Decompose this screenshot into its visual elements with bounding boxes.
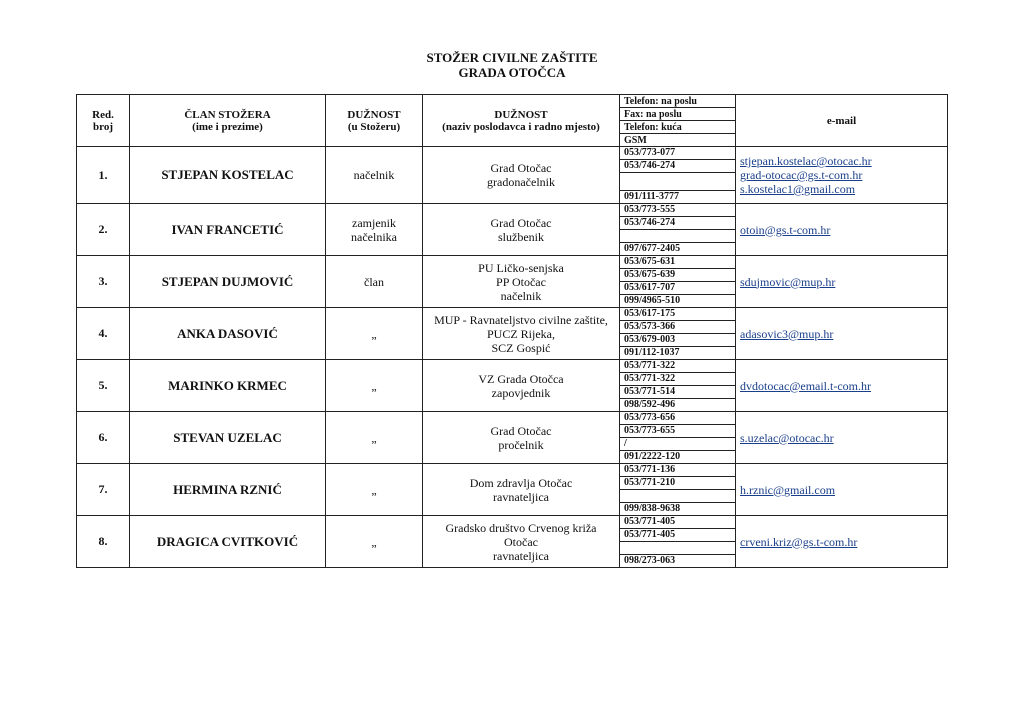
- member-role: zamjenik načelnika: [326, 204, 423, 256]
- members-table: [76, 94, 948, 568]
- member-name: STJEPAN DUJMOVIĆ: [130, 256, 326, 308]
- member-phone: 053/679-003: [620, 334, 736, 347]
- member-number: 2.: [77, 204, 130, 256]
- member-email-cell: [736, 204, 948, 256]
- member-phone: 053/573-366: [620, 321, 736, 334]
- member-phone: [620, 173, 736, 191]
- member-phone: 053/771-136: [620, 464, 736, 477]
- header-fax-work: Fax: na poslu: [620, 108, 736, 121]
- member-email-link[interactable]: crveni.kriz@gs.t-com.hr: [740, 534, 858, 549]
- member-phone: 053/771-322: [620, 360, 736, 373]
- member-phone: [620, 230, 736, 243]
- member-number: 3.: [77, 256, 130, 308]
- member-email-link[interactable]: sdujmovic@mup.hr: [740, 274, 836, 289]
- member-employer: Grad Otočac službenik: [423, 204, 620, 256]
- member-number: 7.: [77, 464, 130, 516]
- member-phone: 053/773-077: [620, 147, 736, 160]
- member-employer: Grad Otočac pročelnik: [423, 412, 620, 464]
- member-role: „: [326, 412, 423, 464]
- member-phone: 098/592-496: [620, 399, 736, 412]
- member-email-cell: [736, 308, 948, 360]
- member-number: 4.: [77, 308, 130, 360]
- member-phone: 053/771-405: [620, 529, 736, 542]
- member-employer: PU Ličko-senjska PP Otočac načelnik: [423, 256, 620, 308]
- member-role: „: [326, 516, 423, 568]
- header-email: e-mail: [736, 95, 948, 147]
- header-phone-home: Telefon: kuća: [620, 121, 736, 134]
- header-duznost: DUŽNOST (u Stožeru): [326, 95, 423, 147]
- member-phone: [620, 490, 736, 503]
- header-phone-work: Telefon: na poslu: [620, 95, 736, 108]
- member-phone: 098/273-063: [620, 555, 736, 568]
- member-email-link[interactable]: adasovic3@mup.hr: [740, 326, 834, 341]
- member-number: 1.: [77, 147, 130, 204]
- member-role: „: [326, 308, 423, 360]
- member-phone: 053/771-405: [620, 516, 736, 529]
- header-gsm: GSM: [620, 134, 736, 147]
- member-employer: MUP - Ravnateljstvo civilne zaštite, PUCZ Rijeka, SCZ Gospić: [423, 308, 620, 360]
- member-number: 5.: [77, 360, 130, 412]
- member-phone: 099/838-9638: [620, 503, 736, 516]
- member-email-cell: [736, 147, 948, 204]
- header-clan: ČLAN STOŽERA (ime i prezime): [130, 95, 326, 147]
- member-name: DRAGICA CVITKOVIĆ: [130, 516, 326, 568]
- member-email-cell: [736, 464, 948, 516]
- member-role: „: [326, 464, 423, 516]
- member-email-cell: [736, 360, 948, 412]
- member-email-cell: [736, 256, 948, 308]
- member-phone: 091/111-3777: [620, 191, 736, 204]
- member-email-link[interactable]: dvdotocac@email.t-com.hr: [740, 378, 872, 393]
- member-name: IVAN FRANCETIĆ: [130, 204, 326, 256]
- member-role: „: [326, 360, 423, 412]
- member-email-link[interactable]: h.rznic@gmail.com: [740, 482, 836, 497]
- member-number: 8.: [77, 516, 130, 568]
- member-name: STEVAN UZELAC: [130, 412, 326, 464]
- document-subtitle: GRADA OTOČCA: [458, 65, 566, 80]
- member-email-cell: [736, 412, 948, 464]
- member-email-link[interactable]: otoin@gs.t-com.hr: [740, 222, 831, 237]
- member-phone: 053/746-274: [620, 217, 736, 230]
- member-phone: 053/773-555: [620, 204, 736, 217]
- member-phone: 053/675-639: [620, 269, 736, 282]
- member-name: MARINKO KRMEC: [130, 360, 326, 412]
- member-role: član: [326, 256, 423, 308]
- member-phone: 099/4965-510: [620, 295, 736, 308]
- member-name: STJEPAN KOSTELAC: [130, 147, 326, 204]
- member-employer: Dom zdravlja Otočac ravnateljica: [423, 464, 620, 516]
- member-phone: 053/617-175: [620, 308, 736, 321]
- member-email-link[interactable]: stjepan.kostelac@otocac.hr: [740, 154, 872, 168]
- member-phone: 053/675-631: [620, 256, 736, 269]
- member-phone: 053/617-707: [620, 282, 736, 295]
- member-phone: 053/773-655: [620, 425, 736, 438]
- member-employer: VZ Grada Otočca zapovjednik: [423, 360, 620, 412]
- member-phone: 053/746-274: [620, 160, 736, 173]
- member-email-cell: [736, 516, 948, 568]
- member-name: ANKA DASOVIĆ: [130, 308, 326, 360]
- member-phone: /: [620, 438, 736, 451]
- member-email-link[interactable]: s.kostelac1@gmail.com: [740, 182, 856, 196]
- member-phone: 053/771-514: [620, 386, 736, 399]
- member-phone: 053/771-322: [620, 373, 736, 386]
- member-name: HERMINA RZNIĆ: [130, 464, 326, 516]
- document-title: STOŽER CIVILNE ZAŠTITE: [426, 50, 598, 65]
- member-employer: Gradsko društvo Crvenog križa Otočac ravnateljica: [423, 516, 620, 568]
- member-phone: 091/2222-120: [620, 451, 736, 464]
- member-employer: Grad Otočac gradonačelnik: [423, 147, 620, 204]
- member-phone: 097/677-2405: [620, 243, 736, 256]
- member-number: 6.: [77, 412, 130, 464]
- header-posao: DUŽNOST (naziv poslodavca i radno mjesto): [423, 95, 620, 147]
- member-phone: 091/112-1037: [620, 347, 736, 360]
- member-email-link[interactable]: s.uzelac@otocac.hr: [740, 430, 834, 445]
- header-red-broj: Red. broj: [77, 95, 130, 147]
- member-phone: 053/771-210: [620, 477, 736, 490]
- member-phone: [620, 542, 736, 555]
- member-role: načelnik: [326, 147, 423, 204]
- member-phone: 053/773-656: [620, 412, 736, 425]
- member-email-link[interactable]: grad-otocac@gs.t-com.hr: [740, 168, 863, 182]
